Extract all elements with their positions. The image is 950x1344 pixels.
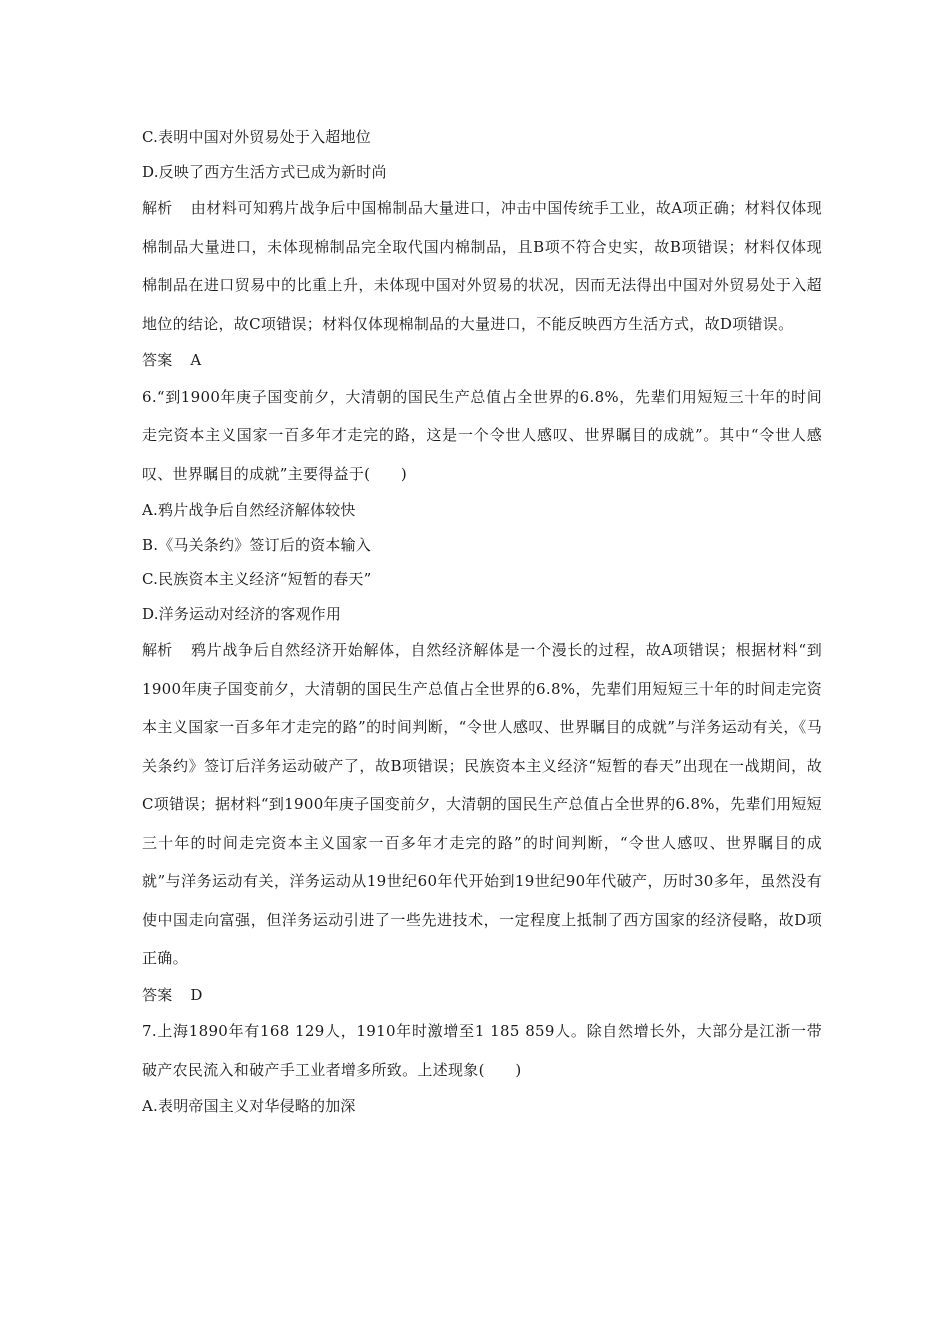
q5-answer-value: A <box>190 351 202 369</box>
q5-answer <box>142 343 822 378</box>
q7-stem: 7.上海1890年有168 129人，1910年时激增至1 185 859人。除自然增长外，大部分是江浙一带破产农民流入和破产手工业者增多所致。上述现象( ) <box>142 1022 822 1079</box>
q5-analysis <box>142 189 822 343</box>
document-page <box>142 120 822 1124</box>
q6-option-d: D.洋务运动对经济的客观作用 <box>142 604 342 623</box>
q6-option-a: A.鸦片战争后自然经济解体较快 <box>142 501 356 519</box>
q5-analysis-label: 解析 <box>142 199 173 217</box>
q6-analysis-text: 鸦片战争后自然经济开始解体，自然经济解体是一个漫长的过程，故A项错误；根据材料“到1900年庚子国变前夕，大清朝的国民生产总值占全世界的6.8%，先辈们用短短三十年的时间走完资本主义国家一百多年才走完的路”的时间判断，“令世人感叹、世界瞩目的成就”与洋务运动有关，《马关条约》签订后洋务运动破产了，故B项错误；民族资本主义经济“短暂的春天”出现在一战期间，故C项错误；据材料“到1900年庚子国变前夕，大清朝的国民生产总值占全世界的6.8%，先辈们用短短三十年的时间走完资本主义国家一百多年才走完的路”的时间判断，“令世人感叹、世界瞩目的成就”与洋务运动有关，洋务运动从19世纪60年代开始到19世纪90年代破产，历时30多年，虽然没有使中国走向富强，但洋务运动引进了一些先进技术，一定程度上抵制了西方国家的经济侵略，故D项正确。 <box>142 641 822 967</box>
q6-analysis <box>142 631 822 978</box>
q7-option-a: A.表明帝国主义对华侵略的加深 <box>142 1097 356 1115</box>
q6-option-c: C.民族资本主义经济“短暂的春天” <box>142 570 372 588</box>
q5-option-d: D.反映了西方生活方式已成为新时尚 <box>142 162 387 181</box>
q6-stem: 6.“到1900年庚子国变前夕，大清朝的国民生产总值占全世界的6.8%，先辈们用短短三十年的时间走完资本主义国家一百多年才走完的路，这是一个令世人感叹、世界瞩目的成就”。其中“令世人感叹、世界瞩目的成就”主要得益于( ) <box>142 387 822 483</box>
q6-analysis-label: 解析 <box>142 641 173 659</box>
q6-option-b: B.《马关条约》签订后的资本输入 <box>142 535 371 554</box>
q5-analysis-text: 由材料可知鸦片战争后中国棉制品大量进口，冲击中国传统手工业，故A项正确；材料仅体现棉制品大量进口，未体现棉制品完全取代国内棉制品，且B项不符合史实，故B项错误；材料仅体现棉制品在进口贸易中的比重上升，未体现中国对外贸易的状况，因而无法得出中国对外贸易处于入超地位的结论，故C项错误；材料仅体现棉制品的大量进口，不能反映西方生活方式，故D项错误。 <box>142 199 822 333</box>
q6-answer-value: D <box>190 985 203 1004</box>
q5-option-c: C.表明中国对外贸易处于入超地位 <box>142 128 371 146</box>
q5-answer-label: 答案 <box>142 351 173 369</box>
q6-answer <box>142 978 822 1013</box>
q6-answer-label: 答案 <box>142 985 173 1004</box>
